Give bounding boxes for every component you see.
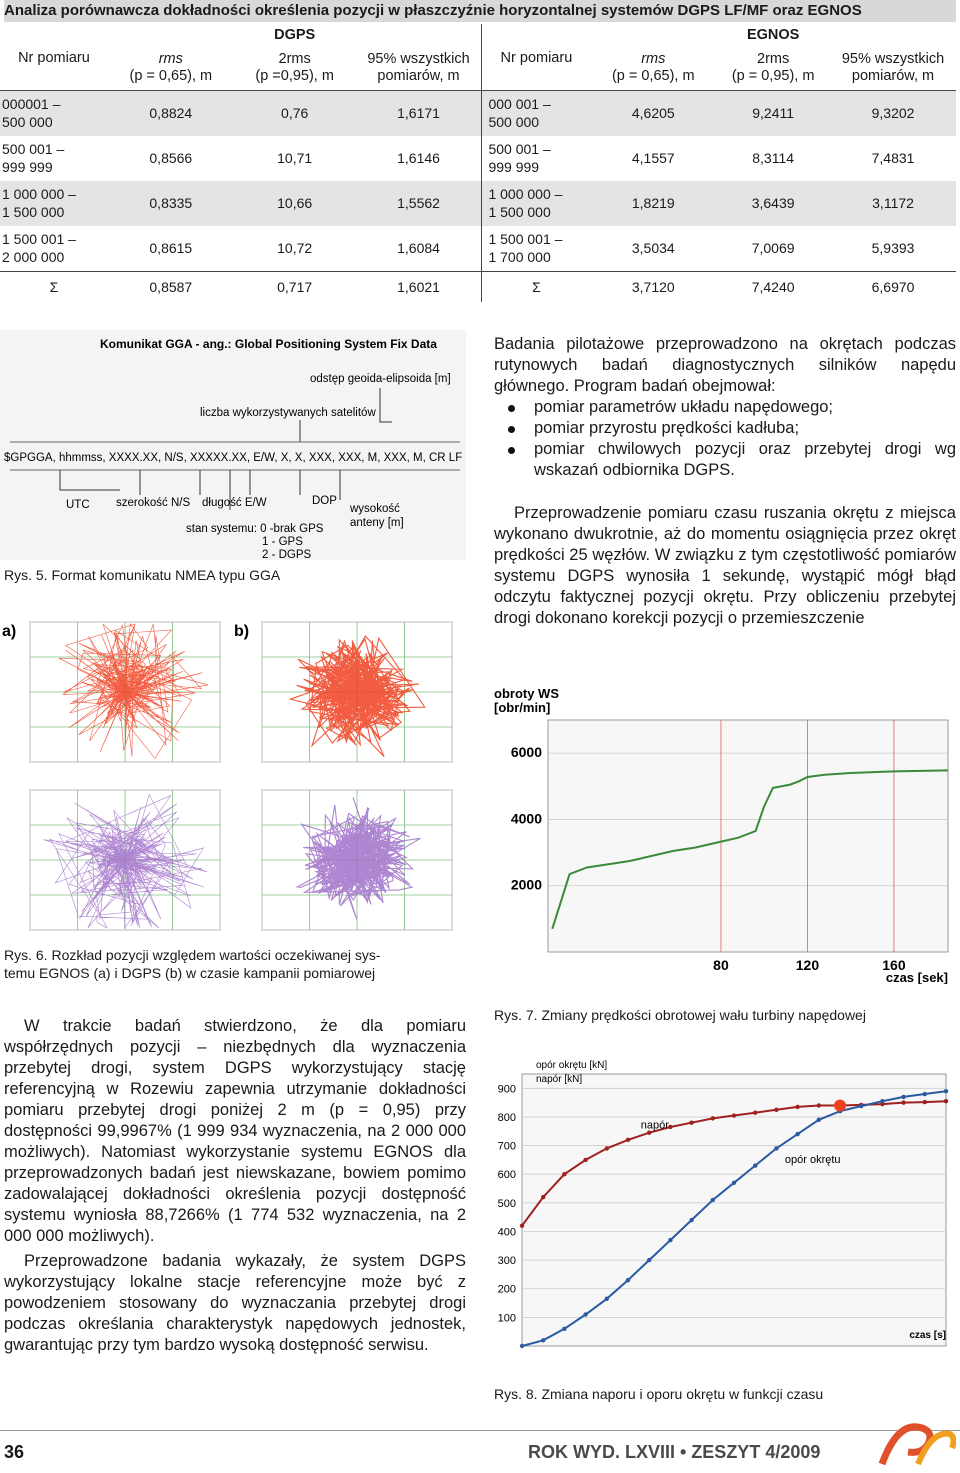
table-row: 1 000 000 – 1 500 000 0,8335 10,66 1,5562 1 000 000 – 1 500 000 1,8219 3,6439 3,1172 xyxy=(0,181,956,226)
group-dgps: DGPS xyxy=(274,27,316,43)
y-axis-label: [obr/min] xyxy=(494,700,551,715)
paragraph: Przeprowadzenie pomiaru czasu ruszania okrętu z miejsca wykonano dwukrotnie, aż do momentu osiągnięcia przez okręt prędkości 25 węzłów. W związku z tym częstotliwość pomiarów systemu DGPS wynosiła 1 sekundę, wystąpić mógł błąd odczytu faktycznej pozycji okrętu. Przy obliczeniu przebytej drogi dokonano korekcji pozycji o przemieszczenie xyxy=(494,504,956,627)
data-point xyxy=(923,1100,927,1104)
table-row: 1 500 001 – 2 000 000 0,8615 10,72 1,6084 1 500 001 – 1 700 000 3,5034 7,0069 5,9393 xyxy=(0,226,956,272)
x-tick-label: 80 xyxy=(713,957,729,973)
data-point xyxy=(859,1104,863,1108)
data-point xyxy=(817,1118,821,1122)
data-point xyxy=(605,1297,609,1301)
col-2rms-dgps: 2rms (p =0,95), m xyxy=(255,50,334,84)
y-tick-label: 600 xyxy=(497,1169,516,1182)
footer-rule xyxy=(0,1430,960,1431)
y-tick-label: 6000 xyxy=(510,744,542,761)
label-wysokosc-1: wysokość xyxy=(350,503,400,515)
label-a: a) xyxy=(2,623,17,640)
col-nr-egnos: Nr pomiaru xyxy=(482,46,590,90)
bullet-list xyxy=(494,397,956,481)
page-number: 36 xyxy=(4,1442,25,1462)
data-point xyxy=(774,1108,778,1112)
data-point xyxy=(626,1138,630,1142)
x-tick-label: 120 xyxy=(795,957,820,973)
data-point xyxy=(880,1099,884,1103)
thrust-resistance-chart xyxy=(492,1056,956,1382)
data-point xyxy=(753,1163,757,1167)
data-point xyxy=(520,1224,524,1228)
col-nr-dgps: Nr pomiaru xyxy=(18,50,90,66)
col-95-dgps: 95% wszystkich pomiarów, m xyxy=(367,50,470,84)
data-point xyxy=(605,1146,609,1150)
x-axis-label: czas [sek] xyxy=(885,970,948,984)
data-point xyxy=(732,1181,736,1185)
col-rms-egnos: rms (p = 0,65), m xyxy=(611,50,695,84)
col-rms-dgps: rms (p = 0,65), m xyxy=(129,50,213,84)
figure-6 xyxy=(0,604,470,944)
figure-5-caption: Rys. 5. Format komunikatu NMEA typu GGA xyxy=(4,567,281,583)
label-stan-1: stan systemu: 0 -brak GPS xyxy=(186,523,324,535)
y-tick-label: 2000 xyxy=(510,876,542,893)
series-label-napor: napór xyxy=(640,1119,669,1132)
section-title: Analiza porównawcza dokładności określenia pozycji w płaszczyźnie horyzontalnej systemów DGPS LF/MF oraz EGNOS xyxy=(4,0,956,22)
data-point xyxy=(647,1258,651,1262)
y-axis-label: opór okrętu [kN] xyxy=(536,1060,608,1071)
figure-5 xyxy=(0,330,466,560)
scatter-dgps-u3 xyxy=(262,790,452,930)
data-point xyxy=(626,1278,630,1282)
label-stan-2: 1 - GPS xyxy=(262,536,303,548)
scatter-egnos-u3 xyxy=(30,790,220,930)
paragraph: Przeprowadzone badania wykazały, że system DGPS wykorzystujący lokalne stacje referencyjne może być z powodzeniem stosowany do wyznaczania przebytej drogi podczas określania charakterystyk napędowych jednostek, gwarantując przy tym bardzo wysoką dostępność serwisu. xyxy=(4,1252,466,1354)
publisher-logo xyxy=(878,1418,956,1468)
comparison-table xyxy=(0,24,956,302)
data-point xyxy=(541,1195,545,1199)
position-distribution-plots xyxy=(0,604,470,944)
label-odstep: odstęp geoida-elipsoida [m] xyxy=(310,373,451,385)
data-point xyxy=(711,1116,715,1120)
data-point xyxy=(689,1120,693,1124)
figure-6-caption: Rys. 6. Rozkład pozycji względem wartości oczekiwanej sys- temu EGNOS (a) i DGPS (b) w czasie kampanii pomiarowej xyxy=(4,947,381,981)
data-point xyxy=(583,1312,587,1316)
data-point xyxy=(562,1172,566,1176)
figure-7 xyxy=(492,684,956,984)
label-wysokosc-2: anteny [m] xyxy=(350,517,404,529)
data-point xyxy=(562,1327,566,1331)
y-tick-label: 800 xyxy=(497,1111,516,1124)
data-point xyxy=(901,1100,905,1104)
figure-8-caption: Rys. 8. Zmiana naporu i oporu okrętu w funkcji czasu xyxy=(494,1386,824,1402)
data-point xyxy=(541,1338,545,1342)
y-axis-label: napór [kN] xyxy=(536,1074,583,1085)
data-point xyxy=(711,1198,715,1202)
data-point xyxy=(944,1099,948,1103)
list-item: pomiar parametrów układu napędowego; xyxy=(494,397,956,418)
table-row: 000001 – 500 000 0,8824 0,76 1,6171 000 001 – 500 000 4,6205 9,2411 9,3202 xyxy=(0,90,956,136)
x-tick-label: 160 xyxy=(882,957,906,973)
y-axis-label: obroty WS xyxy=(494,686,559,701)
data-point xyxy=(583,1158,587,1162)
figure-7-caption: Rys. 7. Zmiany prędkości obrotowej wału turbiny napędowej xyxy=(494,1007,866,1023)
right-text-block xyxy=(494,334,956,629)
label-stan-3: 2 - DGPS xyxy=(262,549,312,560)
figure-8 xyxy=(492,1056,956,1382)
label-dop: DOP xyxy=(312,495,337,507)
group-egnos: EGNOS xyxy=(746,27,800,43)
left-text-block xyxy=(4,1016,466,1356)
data-point xyxy=(944,1089,948,1093)
label-utc: UTC xyxy=(66,499,90,511)
x-axis-label: czas [s] xyxy=(909,1330,946,1341)
label-szerokosc: szerokość N/S xyxy=(116,497,191,509)
scatter-dgps-u1 xyxy=(262,622,452,762)
data-point xyxy=(795,1105,799,1109)
data-point xyxy=(668,1238,672,1242)
paragraph: Badania pilotażowe przeprowadzono na okrętach podczas rutynowych badań diagnostycznych silników napędu głównego. Program badań obejmował: xyxy=(494,335,956,395)
y-tick-label: 700 xyxy=(497,1140,516,1153)
plot-area xyxy=(548,720,948,952)
nmea-diagram xyxy=(0,330,466,560)
data-point xyxy=(795,1132,799,1136)
data-point xyxy=(774,1146,778,1150)
data-point xyxy=(817,1103,821,1107)
series-label-opor: opór okrętu xyxy=(784,1153,841,1166)
y-tick-label: 900 xyxy=(497,1083,516,1096)
y-tick-label: 400 xyxy=(497,1226,516,1239)
table-row: 500 001 – 999 999 0,8566 10,71 1,6146 500 001 – 999 999 4,1557 8,3114 7,4831 xyxy=(0,136,956,181)
y-tick-label: 500 xyxy=(497,1197,516,1210)
intersection-point xyxy=(834,1099,846,1111)
data-point xyxy=(520,1344,524,1348)
data-point xyxy=(689,1218,693,1222)
data-point xyxy=(732,1113,736,1117)
rpm-chart xyxy=(492,684,956,984)
data-point xyxy=(753,1110,757,1114)
scatter-egnos-u1 xyxy=(30,622,220,762)
issue-label: ROK WYD. LXVIII • ZESZYT 4/2009 xyxy=(528,1442,821,1462)
nmea-heading: Komunikat GGA - ang.: Global Positioning System Fix Data xyxy=(100,337,437,351)
label-liczba: liczba wykorzystywanych satelitów xyxy=(200,407,376,419)
label-dlugosc: długość E/W xyxy=(202,497,267,509)
table-sum-row: Σ 0,8587 0,717 1,6021 Σ 3,7120 7,4240 6,6970 xyxy=(0,271,956,302)
list-item: pomiar chwilowych pozycji oraz przebytej drogi wg wskazań odbiornika DGPS. xyxy=(494,439,956,481)
nmea-sentence: $GPGGA, hhmmss, XXXX.XX, N/S, XXXXX.XX, E/W, X, X, XXX, XXX, M, XXX, M, CR LF xyxy=(4,452,463,464)
list-item: pomiar przyrostu prędkości kadłuba; xyxy=(494,418,956,439)
y-tick-label: 300 xyxy=(497,1255,516,1268)
y-tick-label: 100 xyxy=(497,1312,516,1325)
paragraph: W trakcie badań stwierdzono, że dla pomiaru współrzędnych pozycji – niezbędnych dla wyznaczenia przebytej drogi, system DGPS wykorzystujący stację referencyjną w Rozewiu zapewnia utrzymanie dokładności pomiaru przebytej drogi poniżej 2 m (p = 0,95) przy dostępności 99,9967% (1 999 934 wyznaczenia, na 2 000 000 możliwych). Natomiast wykorzystanie systemu EGNOS dla przeprowadzonych badań jest niewskazane, bowiem pomimo zadowalającej dokładności określenia pozycji dostępność systemu wyniosła 88,7266% (1 774 532 wyznaczenia, na 2 000 000 możliwych). xyxy=(4,1017,466,1245)
y-tick-label: 4000 xyxy=(510,810,542,827)
data-point xyxy=(901,1095,905,1099)
data-point xyxy=(923,1092,927,1096)
col-95-egnos: 95% wszystkich pomiarów, m xyxy=(841,50,945,84)
label-b: b) xyxy=(234,623,250,640)
y-tick-label: 200 xyxy=(497,1283,516,1296)
col-2rms-egnos: 2rms (p = 0,95), m xyxy=(731,50,815,84)
